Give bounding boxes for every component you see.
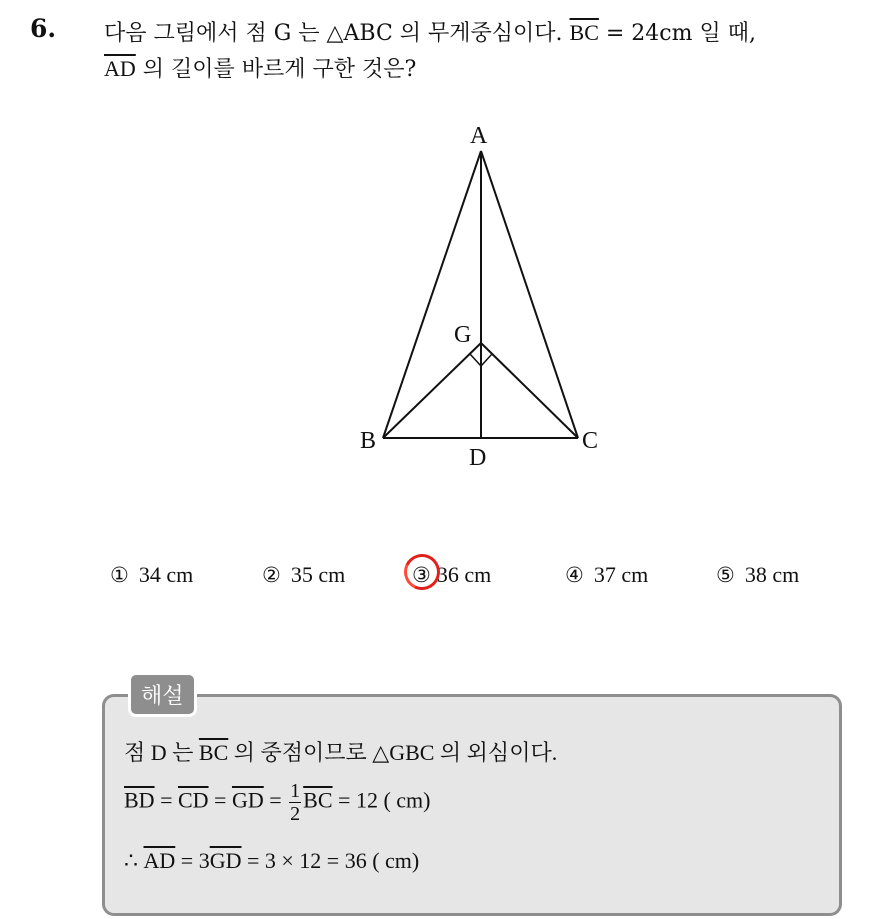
choice-5[interactable] <box>716 562 799 588</box>
label-a: A <box>470 123 488 149</box>
choice-2-text: 35 cm <box>290 562 346 587</box>
edge-gb <box>383 343 481 438</box>
choice-2[interactable] <box>262 562 345 588</box>
choice-1-mark: ① <box>110 563 129 587</box>
choice-3-text: 36 cm <box>436 562 492 587</box>
fraction-half <box>289 780 301 825</box>
choice-4[interactable] <box>565 562 648 588</box>
edge-ac <box>481 151 578 438</box>
selected-answer-circle <box>399 549 445 595</box>
edge-ab <box>383 151 481 438</box>
choice-4-text: 37 cm <box>593 562 649 587</box>
sol2-gd: $\overline{GD}$ <box>231 787 264 813</box>
sol1-bc: $\overline{BC}$ <box>198 740 229 765</box>
sol2-eq2: = <box>208 787 232 813</box>
segment-bc: $\overline{BC}$ <box>569 20 599 45</box>
sol2-end: = 12 ( cm) <box>332 787 431 813</box>
choice-3-mark: ③ <box>412 563 431 587</box>
solution-line-3 <box>124 848 419 874</box>
sol3-ad: $\overline{AD}$ <box>143 848 176 873</box>
question-text-1b: = 24cm 일 때, <box>598 21 756 46</box>
choice-4-mark: ④ <box>565 563 584 587</box>
sol1-b: 의 중점이므로 △GBC 의 외심이다. <box>228 740 558 765</box>
edge-gc <box>481 343 578 438</box>
sol2-eq1: = <box>154 787 178 813</box>
label-c: C <box>582 428 599 454</box>
sol2-cd: $\overline{CD}$ <box>177 787 209 813</box>
choice-1[interactable] <box>110 562 193 588</box>
solution-line-1 <box>124 736 557 767</box>
question-text-2b: 의 길이를 바르게 구한 것은? <box>135 57 417 82</box>
segment-ad: $\overline{AD}$ <box>104 56 136 81</box>
sol1-a: 점 D 는 <box>124 740 199 765</box>
fraction-denominator: 2 <box>290 803 301 825</box>
sol2-eq3: = <box>263 787 288 813</box>
sol3-b: = 3 <box>175 848 210 873</box>
sol3-gd: $\overline{GD}$ <box>209 848 242 873</box>
sol3-a: ∴ <box>124 848 144 873</box>
choice-5-mark: ⑤ <box>716 563 735 587</box>
fraction-numerator: 1 <box>290 780 301 802</box>
label-b: B <box>360 428 377 454</box>
choice-1-text: 34 cm <box>138 562 194 587</box>
solution-tag: 해설 <box>128 672 197 717</box>
choice-5-text: 38 cm <box>744 562 800 587</box>
label-d: D <box>469 445 487 471</box>
sol2-bd: $\overline{BD}$ <box>124 787 155 813</box>
sol2-bc: $\overline{BC}$ <box>303 787 333 813</box>
choice-2-mark: ② <box>262 563 281 587</box>
solution-line-2 <box>124 780 430 825</box>
sol3-c: = 3 × 12 = 36 ( cm) <box>241 848 420 873</box>
question-text-1a: 다음 그림에서 점 G 는 △ABC 의 무게중심이다. <box>104 21 570 46</box>
question-number: 6. <box>30 14 57 43</box>
label-g: G <box>454 322 472 348</box>
